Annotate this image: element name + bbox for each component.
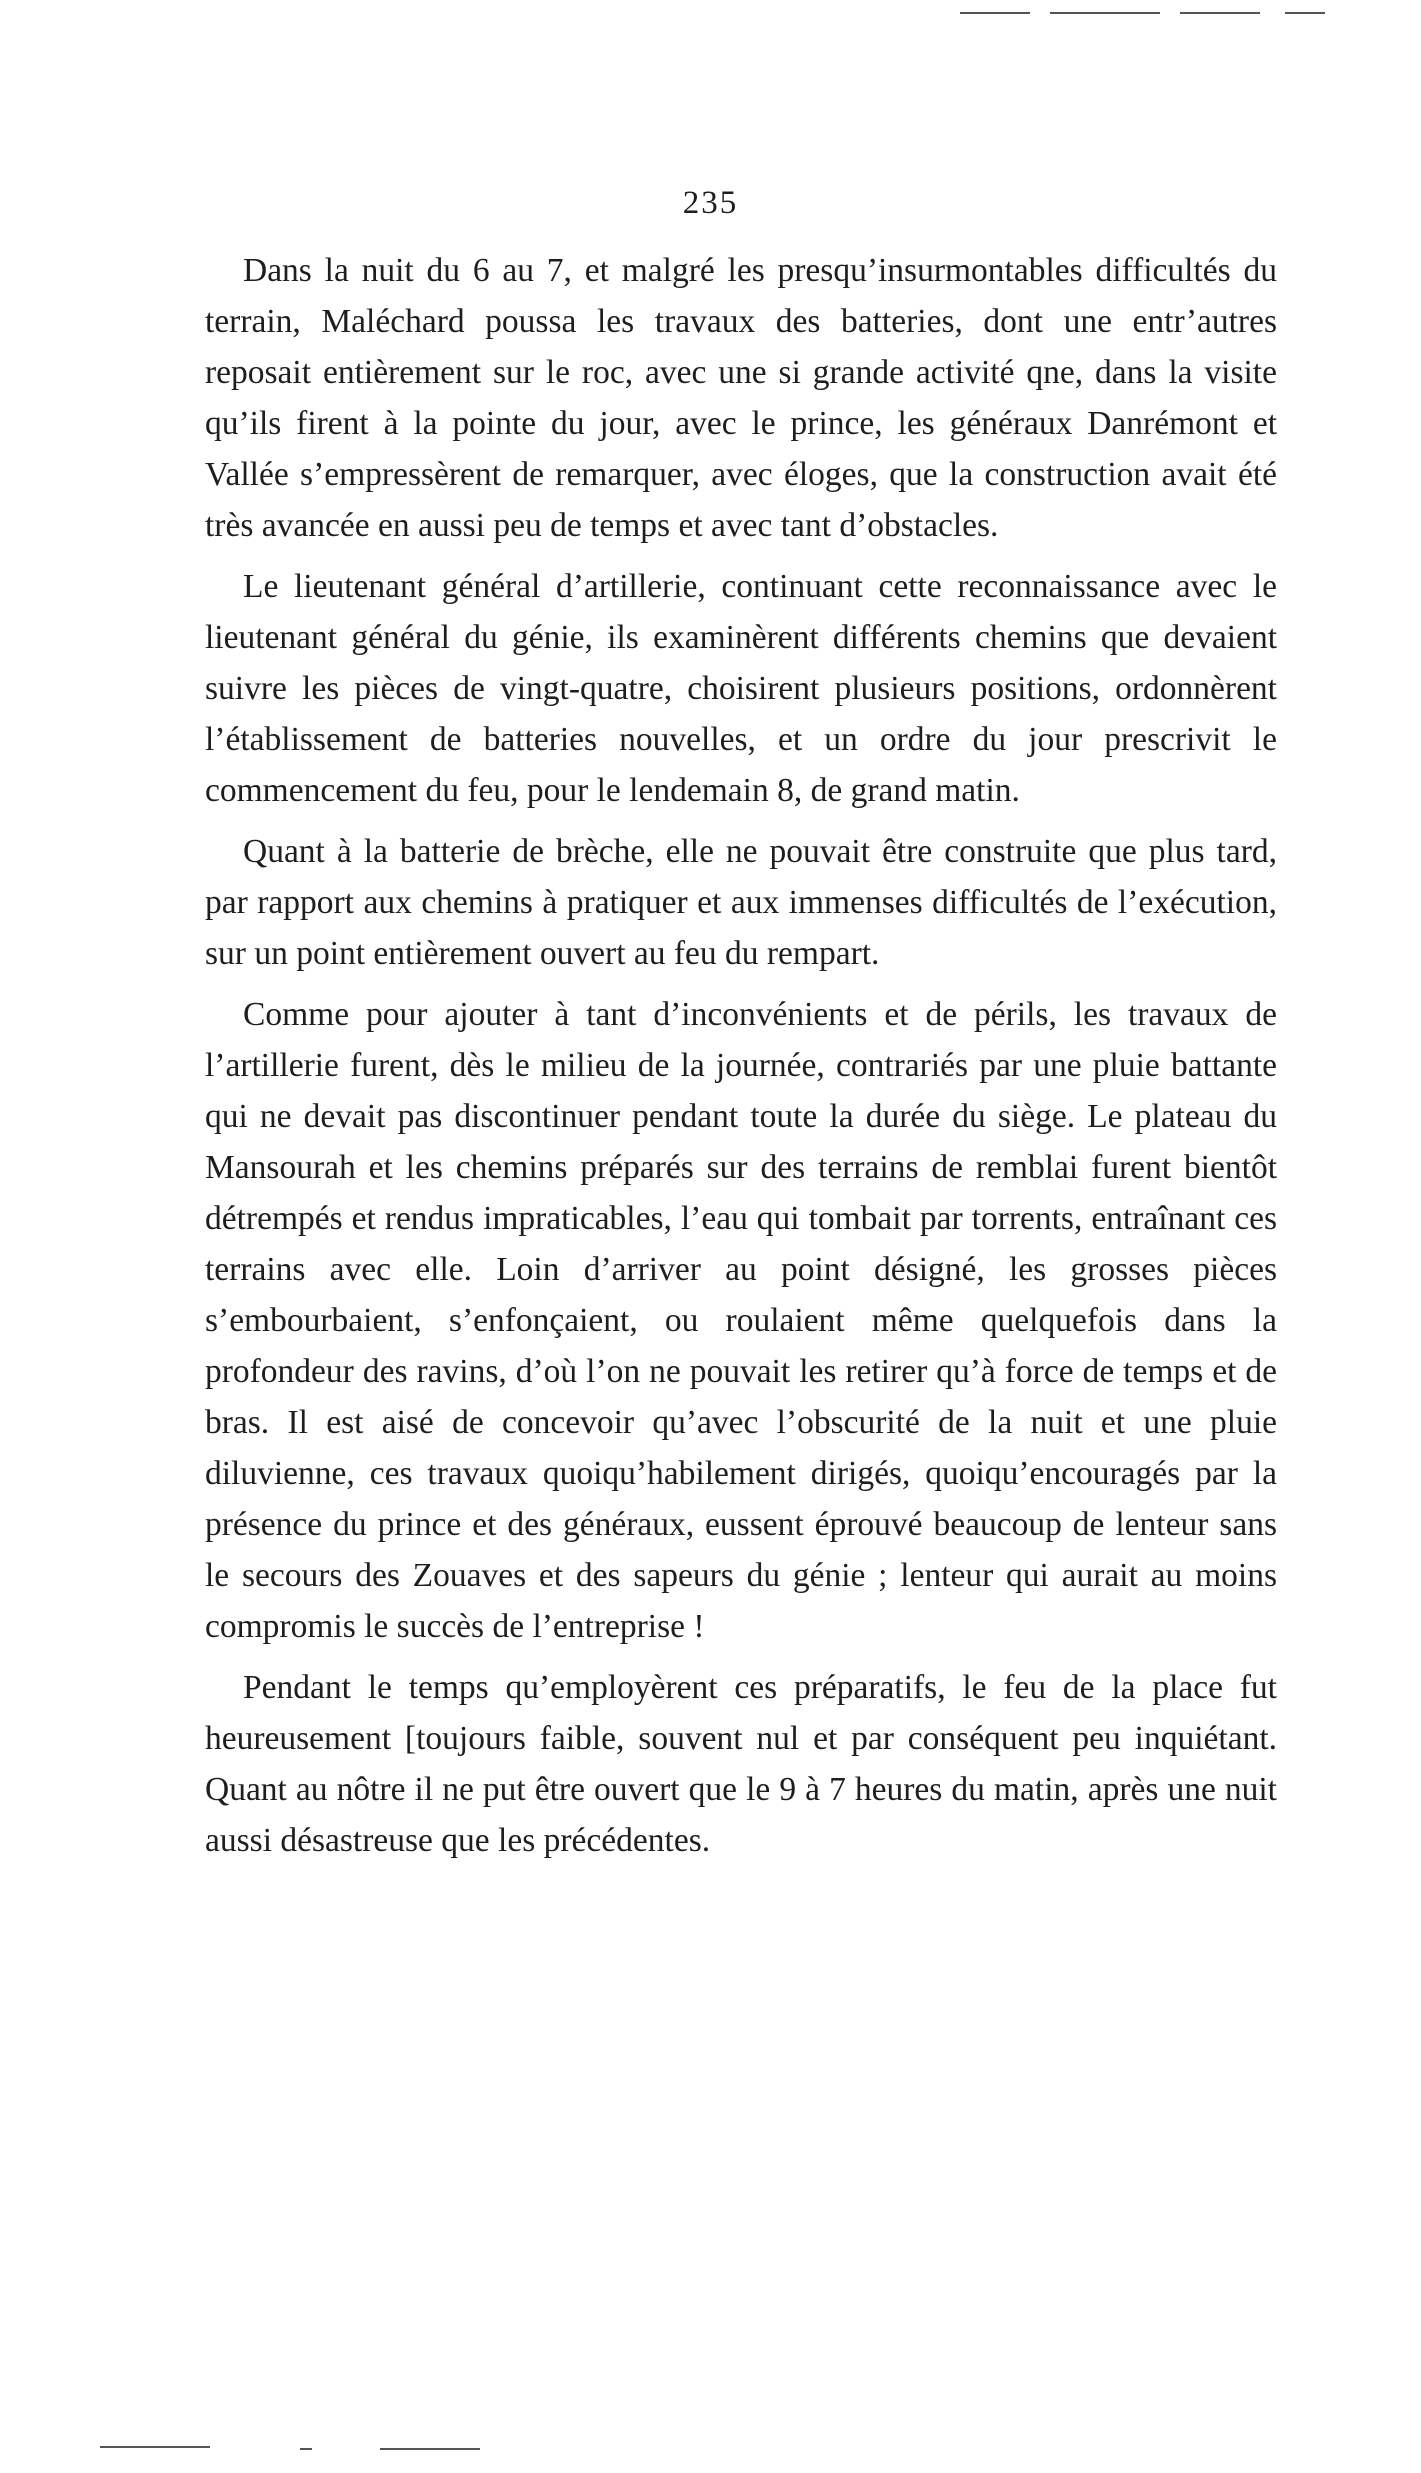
- top-scan-rule: [1180, 12, 1260, 14]
- body-text: [205, 245, 1277, 1876]
- paragraph-3: Quant à la batterie de brèche, elle ne pouvait être construite que plus tard, par rapport aux chemins à pratiquer et aux immenses difficultés de l’exécution, sur un point entièrement ouvert au feu du rempart.: [205, 833, 1277, 972]
- page-number: 235: [682, 185, 739, 221]
- bottom-scan-rule: [380, 2448, 480, 2450]
- paragraph-2: Le lieutenant général d’artillerie, continuant cette reconnaissance avec le lieutenant général du génie, ils examinèrent différents chemins que devaient suivre les pièces de vingt-quatre, choisirent plusieurs positions, ordonnèrent l’établissement de batteries nouvelles, et un ordre du jour prescrivit le commencement du feu, pour le lendemain 8, de grand matin.: [205, 568, 1277, 809]
- bottom-scan-rule: [300, 2448, 312, 2450]
- paragraph-1: Dans la nuit du 6 au 7, et malgré les presqu’insurmontables difficultés du terrain, Maléchard poussa les travaux des batteries, dont une entr’autres reposait entièrement sur le roc, avec une si grande activité qne, dans la visite qu’ils firent à la pointe du jour, avec le prince, les généraux Danrémont et Vallée s’empressèrent de remarquer, avec éloges, que la construction avait été très avancée en aussi peu de temps et avec tant d’obstacles.: [205, 252, 1277, 544]
- top-scan-rule: [1050, 12, 1160, 14]
- paragraph-4: Comme pour ajouter à tant d’inconvénients et de périls, les travaux de l’artillerie furent, dès le milieu de la journée, contrariés par une pluie battante qui ne devait pas discontinuer pendant toute la durée du siège. Le plateau du Mansourah et les chemins préparés sur des terrains de remblai furent bientôt détrempés et rendus impraticables, l’eau qui tombait par torrents, entraînant ces terrains avec elle. Loin d’arriver au point désigné, les grosses pièces s’embourbaient, s’enfonçaient, ou roulaient même quelquefois dans la profondeur des ravins, d’où l’on ne pouvait les retirer qu’à force de temps et de bras. Il est aisé de concevoir qu’avec l’obscurité de la nuit et une pluie diluvienne, ces travaux quoiqu’habilement dirigés, quoiqu’encouragés par la présence du prince et des généraux, eussent éprouvé beaucoup de lenteur sans le secours des Zouaves et des sapeurs du génie ; lenteur qui aurait au moins compromis le succès de l’entreprise !: [205, 996, 1277, 1645]
- top-scan-rule: [1285, 12, 1325, 14]
- top-scan-rule: [960, 12, 1030, 14]
- bottom-scan-rule: [100, 2446, 210, 2448]
- paragraph-5: Pendant le temps qu’employèrent ces préparatifs, le feu de la place fut heureusement [toujours faible, souvent nul et par conséquent peu inquiétant. Quant au nôtre il ne put être ouvert que le 9 à 7 heures du matin, après une nuit aussi désastreuse que les précédentes.: [205, 1669, 1277, 1859]
